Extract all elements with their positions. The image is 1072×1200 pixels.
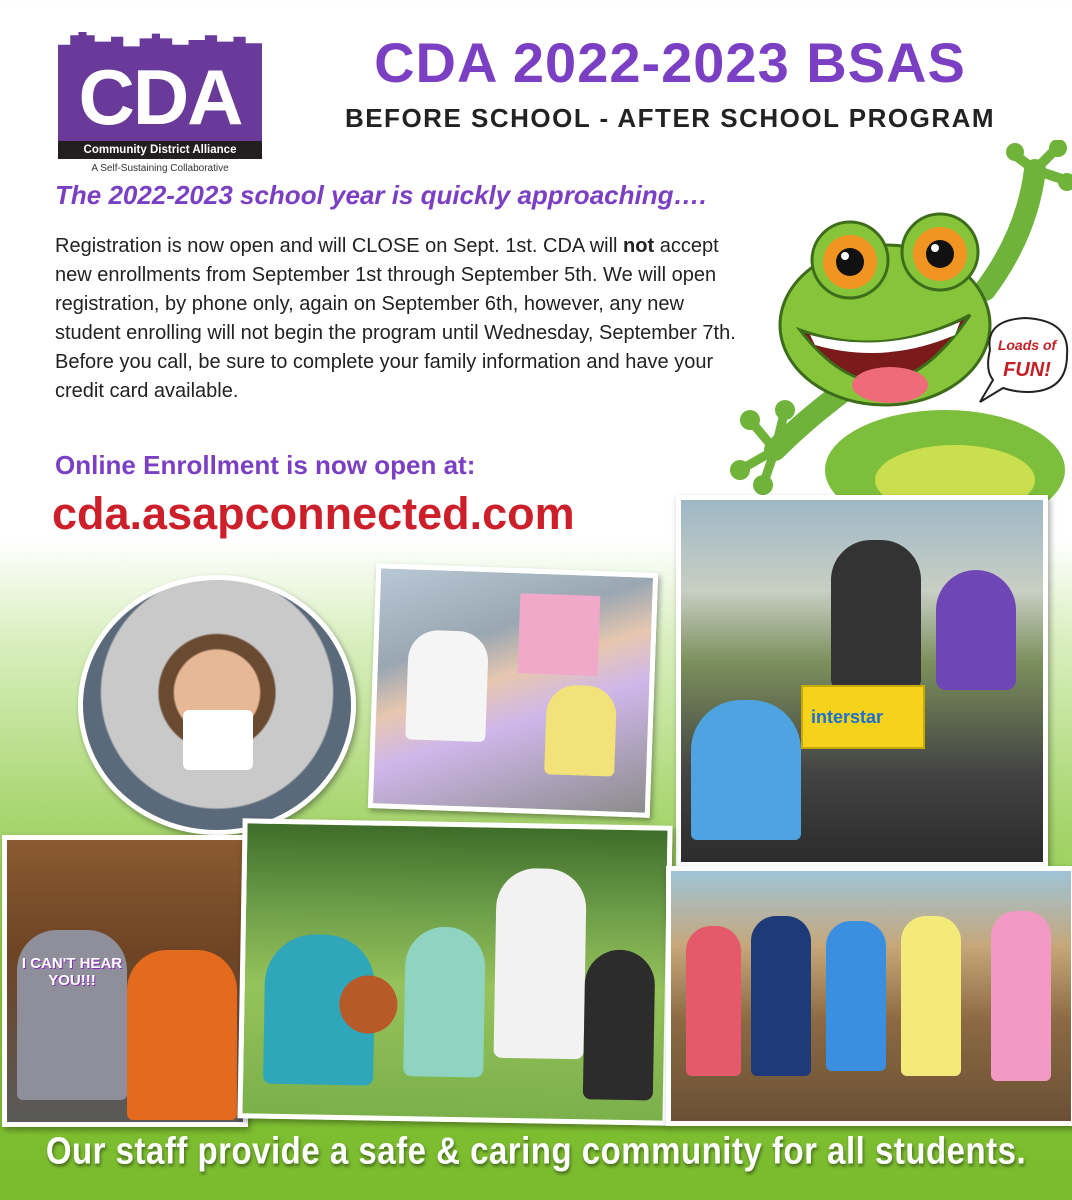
logo-box — [58, 53, 262, 142]
photo-boy-staff-masks — [2, 835, 248, 1127]
logo-tagline: A Self-Sustaining Collaborative — [91, 163, 229, 174]
photo-kids-wall — [666, 866, 1072, 1126]
page-title: CDA 2022-2023 BSAS — [374, 31, 966, 94]
enrollment-url[interactable]: cda.asapconnected.com — [52, 488, 575, 539]
page-subtitle: BEFORE SCHOOL - AFTER SCHOOL PROGRAM — [344, 103, 996, 133]
bubble-text-1: Loads of — [997, 337, 1057, 353]
bubble-text-2: FUN! — [1003, 359, 1051, 381]
photo-staff-table — [676, 495, 1048, 867]
photo-boy-circle — [78, 575, 356, 835]
cda-logo — [50, 32, 268, 174]
bin-label: interstar — [811, 707, 884, 727]
body-text-1: Registration is now open and will CLOSE on Sept. 1st. CDA will — [55, 235, 624, 257]
logo-org-name: Community District Alliance — [58, 141, 262, 159]
photo-girls-dollhouse — [368, 563, 658, 818]
body-paragraph — [55, 232, 755, 406]
body-bold-not: not — [623, 235, 655, 257]
shirt-text: I CAN'T HEAR YOU!!! — [21, 955, 123, 989]
logo-letters: CDA — [78, 53, 242, 141]
online-enrollment-label: Online Enrollment is now open at: — [55, 450, 476, 480]
headline: The 2022-2023 school year is quickly approaching…. — [55, 180, 707, 210]
body-text-2: accept new enrollments from September 1st through September 5th. We will open registration, by phone only, again on September 6th, however, any new student enrolling will not begin the program until Wednesday, September 7th. Before you call, be sure to complete your family information and have your credit card available. — [55, 235, 736, 402]
photo-group-field — [237, 818, 672, 1125]
footer-slogan: Our staff provide a safe & caring community for all students. — [45, 1129, 1027, 1172]
